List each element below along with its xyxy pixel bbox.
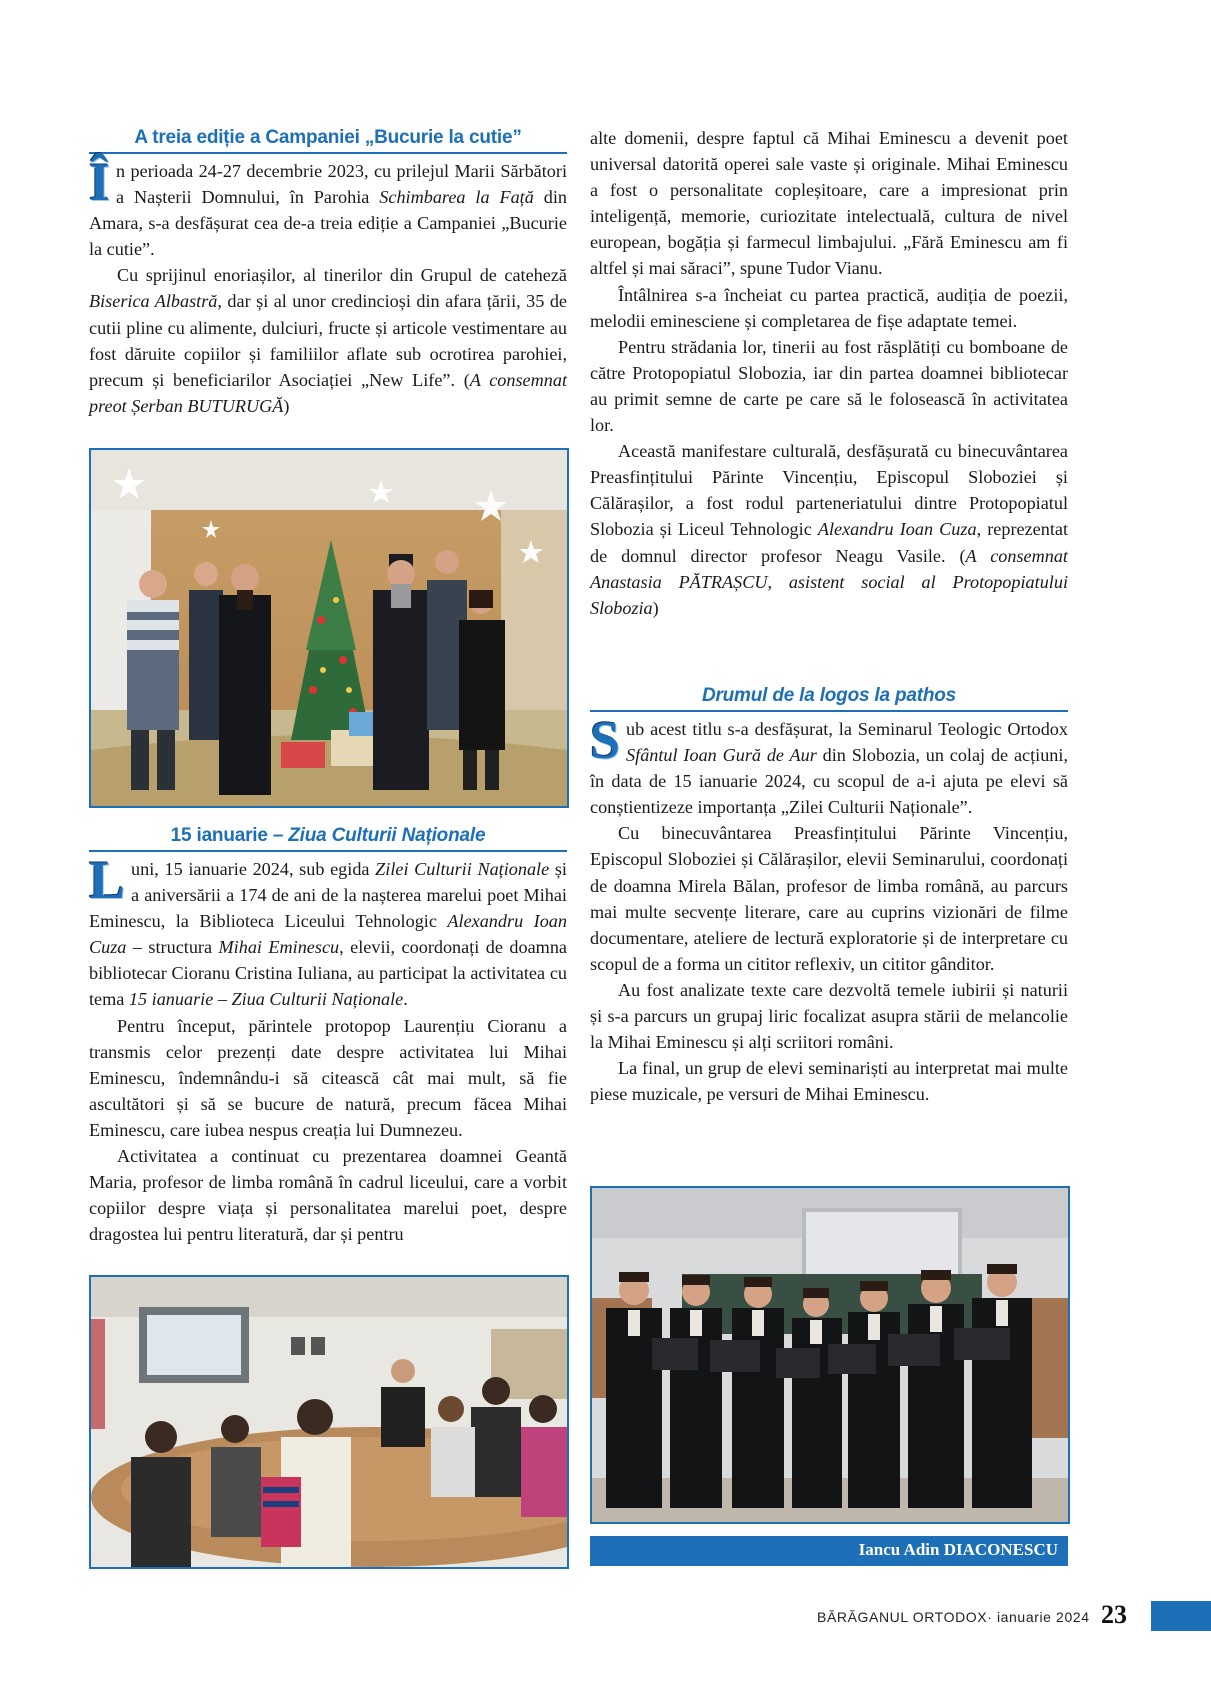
author-caption: Iancu Adin DIACONESCU	[590, 1536, 1068, 1566]
paragraph: Întâlnirea s-a încheiat cu partea practică, audiția de poezii, melodii eminesciene și completarea de fișe adaptate temei.	[590, 284, 1068, 331]
footer-publication: BĂRĂGANUL ORTODOX· ianuarie 2024	[817, 1609, 1090, 1625]
photo-library-activity	[89, 1275, 569, 1569]
left-column-bottom	[89, 824, 567, 1247]
page-number: 23	[1101, 1600, 1127, 1629]
paragraph: alte domenii, despre faptul că Mihai Eminescu a devenit poet universal datorită operei sale vaste și originale. Mihai Eminescu a fost o personalitate copleșitoare, care a impresionat prin inteligență, memorie, curiozitate intelectuală, cultura de nivel european, bogăția și farmecul limbajului. „Fără Eminescu am fi altfel și mai săraci”, spune Tudor Vianu.	[590, 128, 1068, 279]
paragraph: Pentru strădania lor, tinerii au fost răsplătiți cu bomboane de către Protopopiatul Slobozia, iar din partea doamnei bibliotecar au primit semne de carte pe care să le folosească în activitatea lor.	[590, 336, 1068, 436]
article-heading-ziua-culturii: 15 ianuarie – Ziua Culturii Naționale	[89, 824, 567, 852]
paragraph: Luni, 15 ianuarie 2024, sub egida Zilei Culturii Naționale și a aniversării a 174 de ani de la nașterea marelui poet Mihai Eminescu, la Biblioteca Liceului Tehnologic Alexandru Ioan Cuza – structura Mihai Eminescu, elevii, coordonați de doamna bibliotecar Cioranu Cristina Iuliana, au participat la activitatea cu tema 15 ianuarie – Ziua Culturii Naționale.	[89, 850, 567, 1010]
paragraph: Cu binecuvântarea Preasfințitului Părinte Vincențiu, Episcopul Sloboziei și Călărașilor, elevii Seminarului, coordonați de doamna Mirela Bălan, profesor de limba română, au parcurs mai multe secvențe literare, care au cuprins vizionări de filme documentare, ateliere de lectură exploratorie și de interpretare cu scopul de a forma un cititor reflexiv, un cititor gânditor.	[590, 823, 1068, 974]
paragraph: La final, un grup de elevi seminariști au interpretat mai multe piese muzicale, pe versuri de Mihai Eminescu.	[590, 1058, 1068, 1105]
right-column-bottom	[590, 684, 1068, 1107]
christmas-photo-illustration	[91, 450, 567, 806]
article-heading-logos-pathos: Drumul de la logos la pathos	[590, 684, 1068, 712]
paragraph: Sub acest titlu s-a desfășurat, la Seminarul Teologic Ortodox Sfântul Ioan Gură de Aur din Slobozia, un colaj de acțiuni, în data de 15 ianuarie 2024, cu scopul de a-i ajuta pe elevi să conștientizeze importanța „Zilei Culturii Naționale”.	[590, 710, 1068, 818]
page-tab	[1151, 1601, 1211, 1631]
choir-photo-illustration	[592, 1188, 1068, 1522]
photo-christmas-group	[89, 448, 569, 808]
paragraph: Pentru început, părintele protopop Laurențiu Cioranu a transmis celor prezenți date despre activitatea lui Mihai Eminescu, îndemnându-i să citească cât mai mult, să fie ascultători și să se bucure de natură, precum făcea Mihai Eminescu, care iubea nespus creația lui Dumnezeu.	[89, 1015, 567, 1140]
left-column-top	[89, 126, 567, 419]
signature: A consemnat Anastasia PĂTRAȘCU, asistent social al Protopopiatului Slobozia	[590, 545, 1068, 618]
paragraph: Activitatea a continuat cu prezentarea doamnei Geantă Maria, profesor de limba română în cadrul liceului, care a vorbit copiilor despre viața și personalitatea marelui poet, despre dragostea lui pentru literatură, dar și pentru	[89, 1146, 567, 1245]
paragraph: Au fost analizate texte care dezvoltă temele iubirii și naturii și s-a parcurs un grupaj liric focalizat asupra stării de melancolie la Mihai Eminescu și alți scriitori români.	[590, 979, 1068, 1053]
paragraph: Cu sprijinul enoriașilor, al tinerilor din Grupul de cateheză Biserica Albastră, dar și al unor credincioși din afara țării, 35 de cutii pline cu alimente, dulciuri, fructe și articole vestimentare au fost dăruite copiilor și familiilor aflate sub ocrotirea parohiei, precum și beneficiarilor Asociației „New Life”. (A consemnat preot Șerban BUTURUGĂ)	[89, 265, 568, 416]
article-heading-bucurie: A treia ediție a Campaniei „Bucurie la cutie”	[89, 126, 567, 154]
classroom-photo-illustration	[91, 1277, 567, 1567]
drop-cap: S	[590, 710, 621, 770]
signature: A consemnat preot Șerban BUTURUGĂ	[89, 369, 568, 416]
paragraph: Această manifestare culturală, desfășurată cu binecuvântarea Preasfințitului Părinte Vincențiu, Episcopul Sloboziei și Călărașilor, a fost rodul parteneriatului dintre Protopopiatul Slobozia și Liceul Tehnologic Alexandru Ioan Cuza, reprezentat de domnul director profesor Neagu Vasile. (A consemnat Anastasia PĂTRAȘCU, asistent social al Protopopiatului Slobozia)	[590, 441, 1068, 618]
drop-cap: L	[89, 850, 126, 910]
photo-seminary-choir	[590, 1186, 1070, 1524]
paragraph: În perioada 24-27 decembrie 2023, cu prilejul Marii Sărbători a Nașterii Domnului, în Parohia Schimbarea la Față din Amara, s-a desfășurat cea de-a treia ediție a Campaniei „Bucurie la cutie”.	[89, 152, 567, 260]
drop-cap: Î	[89, 152, 111, 212]
right-column-top	[590, 125, 1068, 621]
